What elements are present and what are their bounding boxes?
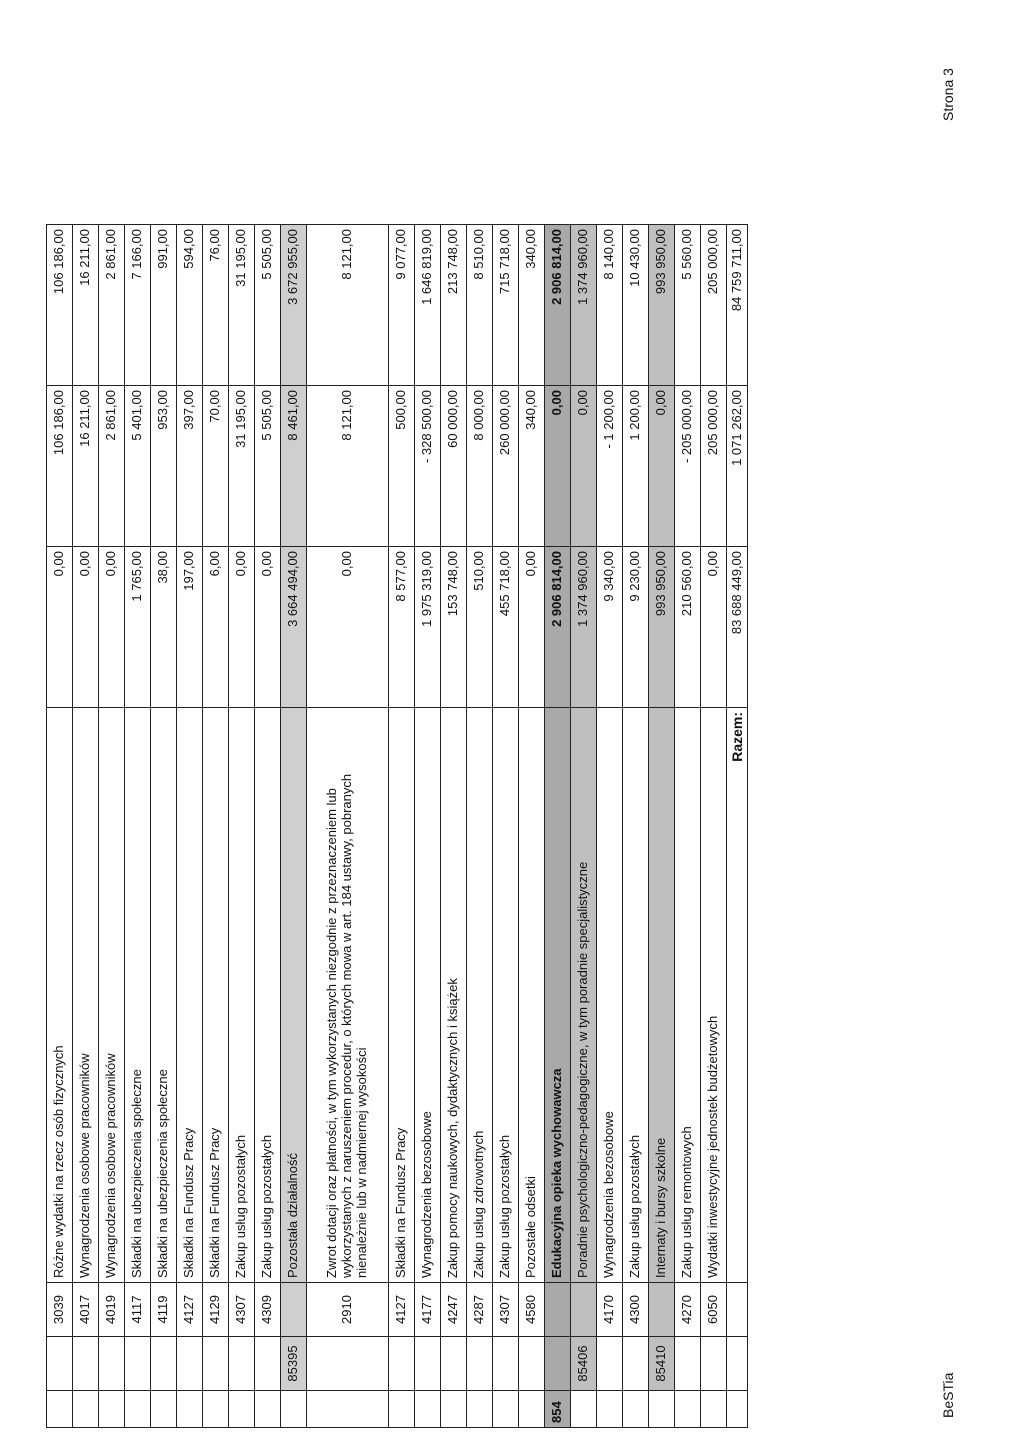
col-po-zmianie: 31 195,00 (229, 225, 255, 386)
col-plan: 6,00 (203, 547, 229, 708)
col-zmiana: 0,00 (545, 386, 571, 547)
col-dzial (441, 1391, 467, 1428)
col-rozdzial (203, 1337, 229, 1391)
col-dzial (519, 1391, 545, 1428)
col-zmiana: 31 195,00 (229, 386, 255, 547)
table-row (229, 225, 255, 1428)
col-plan: 0,00 (99, 547, 125, 708)
col-paragraf (571, 1283, 597, 1337)
col-dzial (389, 1391, 415, 1428)
table-row (701, 225, 727, 1428)
col-opis: Składki na Fundusz Pracy (177, 708, 203, 1283)
col-dzial (597, 1391, 623, 1428)
table-row (649, 225, 675, 1428)
col-paragraf (545, 1283, 571, 1337)
table-row (545, 225, 571, 1428)
col-plan: 210 560,00 (675, 547, 701, 708)
col-po-zmianie: 2 906 814,00 (545, 225, 571, 386)
col-paragraf: 4307 (493, 1283, 519, 1337)
col-paragraf: 4170 (597, 1283, 623, 1337)
col-opis: Wydatki inwestycyjne jednostek budżetowych (701, 708, 727, 1283)
col-po-zmianie: 5 560,00 (675, 225, 701, 386)
col-dzial (493, 1391, 519, 1428)
col-opis: Zwrot dotacji oraz płatności, w tym wykorzystanych niezgodnie z przeznaczeniem lub wykorzystanych z naruszeniem procedur, o których mowa w art. 184 ustawy, pobranych nienależnie lub w nadmiernej wysokości (307, 708, 389, 1283)
total-after: 84 759 711,00 (727, 225, 748, 386)
col-zmiana: 1 200,00 (623, 386, 649, 547)
col-dzial (623, 1391, 649, 1428)
table-row (519, 225, 545, 1428)
col-opis: Edukacyjna opieka wychowawcza (545, 708, 571, 1283)
col-po-zmianie: 8 140,00 (597, 225, 623, 386)
col-zmiana: 16 211,00 (73, 386, 99, 547)
col-paragraf: 2910 (307, 1283, 389, 1337)
col-plan: 2 906 814,00 (545, 547, 571, 708)
col-rozdzial: 85395 (281, 1337, 307, 1391)
col-zmiana: 0,00 (571, 386, 597, 547)
col-rozdzial: 85406 (571, 1337, 597, 1391)
col-dzial (125, 1391, 151, 1428)
table-row (389, 225, 415, 1428)
col-dzial (177, 1391, 203, 1428)
col-dzial (701, 1391, 727, 1428)
col-paragraf: 4177 (415, 1283, 441, 1337)
table-row (99, 225, 125, 1428)
col-po-zmianie: 2 861,00 (99, 225, 125, 386)
col-dzial (73, 1391, 99, 1428)
total-label: Razem: (727, 708, 748, 1283)
col-plan: 8 577,00 (389, 547, 415, 708)
col-dzial (675, 1391, 701, 1428)
col-po-zmianie: 106 186,00 (47, 225, 73, 386)
col-zmiana: 60 000,00 (441, 386, 467, 547)
col-rozdzial (73, 1337, 99, 1391)
col-paragraf: 4270 (675, 1283, 701, 1337)
col-zmiana: 8 000,00 (467, 386, 493, 547)
col-plan: 0,00 (519, 547, 545, 708)
col-rozdzial (177, 1337, 203, 1391)
col-paragraf: 4117 (125, 1283, 151, 1337)
col-opis: Zakup usług pozostałych (493, 708, 519, 1283)
col-plan: 0,00 (73, 547, 99, 708)
col-zmiana: 70,00 (203, 386, 229, 547)
col-paragraf: 4580 (519, 1283, 545, 1337)
col-rozdzial (229, 1337, 255, 1391)
col-zmiana: - 1 200,00 (597, 386, 623, 547)
col-zmiana: - 328 500,00 (415, 386, 441, 547)
col-rozdzial (99, 1337, 125, 1391)
col-plan: 38,00 (151, 547, 177, 708)
col-paragraf: 4287 (467, 1283, 493, 1337)
table-row (125, 225, 151, 1428)
col-paragraf: 4119 (151, 1283, 177, 1337)
col-plan: 510,00 (467, 547, 493, 708)
col-rozdzial (125, 1337, 151, 1391)
col-opis: Zakup pomocy naukowych, dydaktycznych i książek (441, 708, 467, 1283)
col-paragraf: 4017 (73, 1283, 99, 1337)
table-row (177, 225, 203, 1428)
col-rozdzial (519, 1337, 545, 1391)
col-po-zmianie: 16 211,00 (73, 225, 99, 386)
col-paragraf: 4247 (441, 1283, 467, 1337)
footer-brand: BeSTia (940, 1372, 956, 1418)
col-dzial (571, 1391, 597, 1428)
col-opis: Składki na Fundusz Pracy (389, 708, 415, 1283)
col-rozdzial (415, 1337, 441, 1391)
col-po-zmianie: 8 121,00 (307, 225, 389, 386)
col-opis: Zakup usług zdrowotnych (467, 708, 493, 1283)
col-plan: 1 374 960,00 (571, 547, 597, 708)
col-rozdzial (623, 1337, 649, 1391)
col-plan: 0,00 (307, 547, 389, 708)
table-row (675, 225, 701, 1428)
total-before: 83 688 449,00 (727, 547, 748, 708)
col-paragraf: 3039 (47, 1283, 73, 1337)
col-opis: Pozostała działalność (281, 708, 307, 1283)
col-po-zmianie: 993 950,00 (649, 225, 675, 386)
col-paragraf (649, 1283, 675, 1337)
col-dzial (203, 1391, 229, 1428)
table-row (597, 225, 623, 1428)
col-zmiana: 106 186,00 (47, 386, 73, 547)
col-plan: 153 748,00 (441, 547, 467, 708)
col-dzial (229, 1391, 255, 1428)
col-zmiana: 340,00 (519, 386, 545, 547)
col-dzial (47, 1391, 73, 1428)
col-opis: Pozostałe odsetki (519, 708, 545, 1283)
col-opis: Wynagrodzenia osobowe pracowników (73, 708, 99, 1283)
col-plan: 3 664 494,00 (281, 547, 307, 708)
col-plan: 9 340,00 (597, 547, 623, 708)
col-plan: 9 230,00 (623, 547, 649, 708)
col-paragraf: 4019 (99, 1283, 125, 1337)
col-po-zmianie: 10 430,00 (623, 225, 649, 386)
col-rozdzial (597, 1337, 623, 1391)
col-zmiana: 205 000,00 (701, 386, 727, 547)
table-row (441, 225, 467, 1428)
col-po-zmianie: 213 748,00 (441, 225, 467, 386)
col-rozdzial: 85410 (649, 1337, 675, 1391)
col-rozdzial (307, 1337, 389, 1391)
budget-table-body (47, 225, 727, 1428)
col-dzial (99, 1391, 125, 1428)
table-row (73, 225, 99, 1428)
col-plan: 0,00 (47, 547, 73, 708)
col-opis: Składki na Fundusz Pracy (203, 708, 229, 1283)
col-paragraf: 4309 (255, 1283, 281, 1337)
col-po-zmianie: 1 646 819,00 (415, 225, 441, 386)
col-zmiana: 260 000,00 (493, 386, 519, 547)
col-plan: 1 765,00 (125, 547, 151, 708)
col-opis: Zakup usług remontowych (675, 708, 701, 1283)
table-row (493, 225, 519, 1428)
col-po-zmianie: 715 718,00 (493, 225, 519, 386)
col-paragraf: 4307 (229, 1283, 255, 1337)
col-plan: 993 950,00 (649, 547, 675, 708)
col-rozdzial (467, 1337, 493, 1391)
col-rozdzial (151, 1337, 177, 1391)
col-dzial (151, 1391, 177, 1428)
col-opis: Zakup usług pozostałych (623, 708, 649, 1283)
table-row (47, 225, 73, 1428)
col-po-zmianie: 1 374 960,00 (571, 225, 597, 386)
col-po-zmianie: 991,00 (151, 225, 177, 386)
col-po-zmianie: 340,00 (519, 225, 545, 386)
col-po-zmianie: 3 672 955,00 (281, 225, 307, 386)
col-paragraf (281, 1283, 307, 1337)
col-rozdzial (389, 1337, 415, 1391)
col-po-zmianie: 8 510,00 (467, 225, 493, 386)
table-row (255, 225, 281, 1428)
col-opis: Zakup usług pozostałych (229, 708, 255, 1283)
col-po-zmianie: 7 166,00 (125, 225, 151, 386)
col-opis: Wynagrodzenia bezosobowe (597, 708, 623, 1283)
col-dzial (255, 1391, 281, 1428)
col-rozdzial (675, 1337, 701, 1391)
budget-table (46, 224, 748, 1428)
col-dzial (415, 1391, 441, 1428)
col-zmiana: 2 861,00 (99, 386, 125, 547)
col-zmiana: 8 121,00 (307, 386, 389, 547)
col-plan: 0,00 (701, 547, 727, 708)
col-opis: Internaty i bursy szkolne (649, 708, 675, 1283)
col-opis: Wynagrodzenia osobowe pracowników (99, 708, 125, 1283)
col-opis: Zakup usług pozostałych (255, 708, 281, 1283)
col-rozdzial (493, 1337, 519, 1391)
col-po-zmianie: 205 000,00 (701, 225, 727, 386)
col-dzial (649, 1391, 675, 1428)
col-zmiana: 953,00 (151, 386, 177, 547)
col-rozdzial (701, 1337, 727, 1391)
total-change: 1 071 262,00 (727, 386, 748, 547)
col-plan: 455 718,00 (493, 547, 519, 708)
table-row (571, 225, 597, 1428)
col-rozdzial (47, 1337, 73, 1391)
col-rozdzial (255, 1337, 281, 1391)
total-row (727, 225, 748, 1428)
col-paragraf: 4127 (177, 1283, 203, 1337)
col-zmiana: 5 401,00 (125, 386, 151, 547)
col-plan: 0,00 (255, 547, 281, 708)
col-zmiana: 0,00 (649, 386, 675, 547)
col-zmiana: - 205 000,00 (675, 386, 701, 547)
table-row (415, 225, 441, 1428)
col-opis: Różne wydatki na rzecz osób fizycznych (47, 708, 73, 1283)
col-dzial (281, 1391, 307, 1428)
col-paragraf: 4127 (389, 1283, 415, 1337)
col-dzial (467, 1391, 493, 1428)
col-po-zmianie: 9 077,00 (389, 225, 415, 386)
col-rozdzial (545, 1337, 571, 1391)
col-zmiana: 397,00 (177, 386, 203, 547)
table-row (151, 225, 177, 1428)
table-row (307, 225, 389, 1428)
col-zmiana: 5 505,00 (255, 386, 281, 547)
col-paragraf: 6050 (701, 1283, 727, 1337)
col-po-zmianie: 594,00 (177, 225, 203, 386)
col-plan: 1 975 319,00 (415, 547, 441, 708)
table-row (203, 225, 229, 1428)
col-dzial (307, 1391, 389, 1428)
col-opis: Składki na ubezpieczenia społeczne (125, 708, 151, 1283)
col-po-zmianie: 76,00 (203, 225, 229, 386)
table-row (281, 225, 307, 1428)
col-opis: Składki na ubezpieczenia społeczne (151, 708, 177, 1283)
col-dzial: 854 (545, 1391, 571, 1428)
col-zmiana: 500,00 (389, 386, 415, 547)
col-opis: Wynagrodzenia bezosobowe (415, 708, 441, 1283)
col-plan: 0,00 (229, 547, 255, 708)
col-po-zmianie: 5 505,00 (255, 225, 281, 386)
col-paragraf: 4300 (623, 1283, 649, 1337)
col-zmiana: 8 461,00 (281, 386, 307, 547)
page-number: Strona 3 (940, 68, 956, 121)
col-rozdzial (441, 1337, 467, 1391)
col-plan: 197,00 (177, 547, 203, 708)
table-row (623, 225, 649, 1428)
col-paragraf: 4129 (203, 1283, 229, 1337)
col-opis: Poradnie psychologiczno-pedagogiczne, w tym poradnie specjalistyczne (571, 708, 597, 1283)
table-row (467, 225, 493, 1428)
